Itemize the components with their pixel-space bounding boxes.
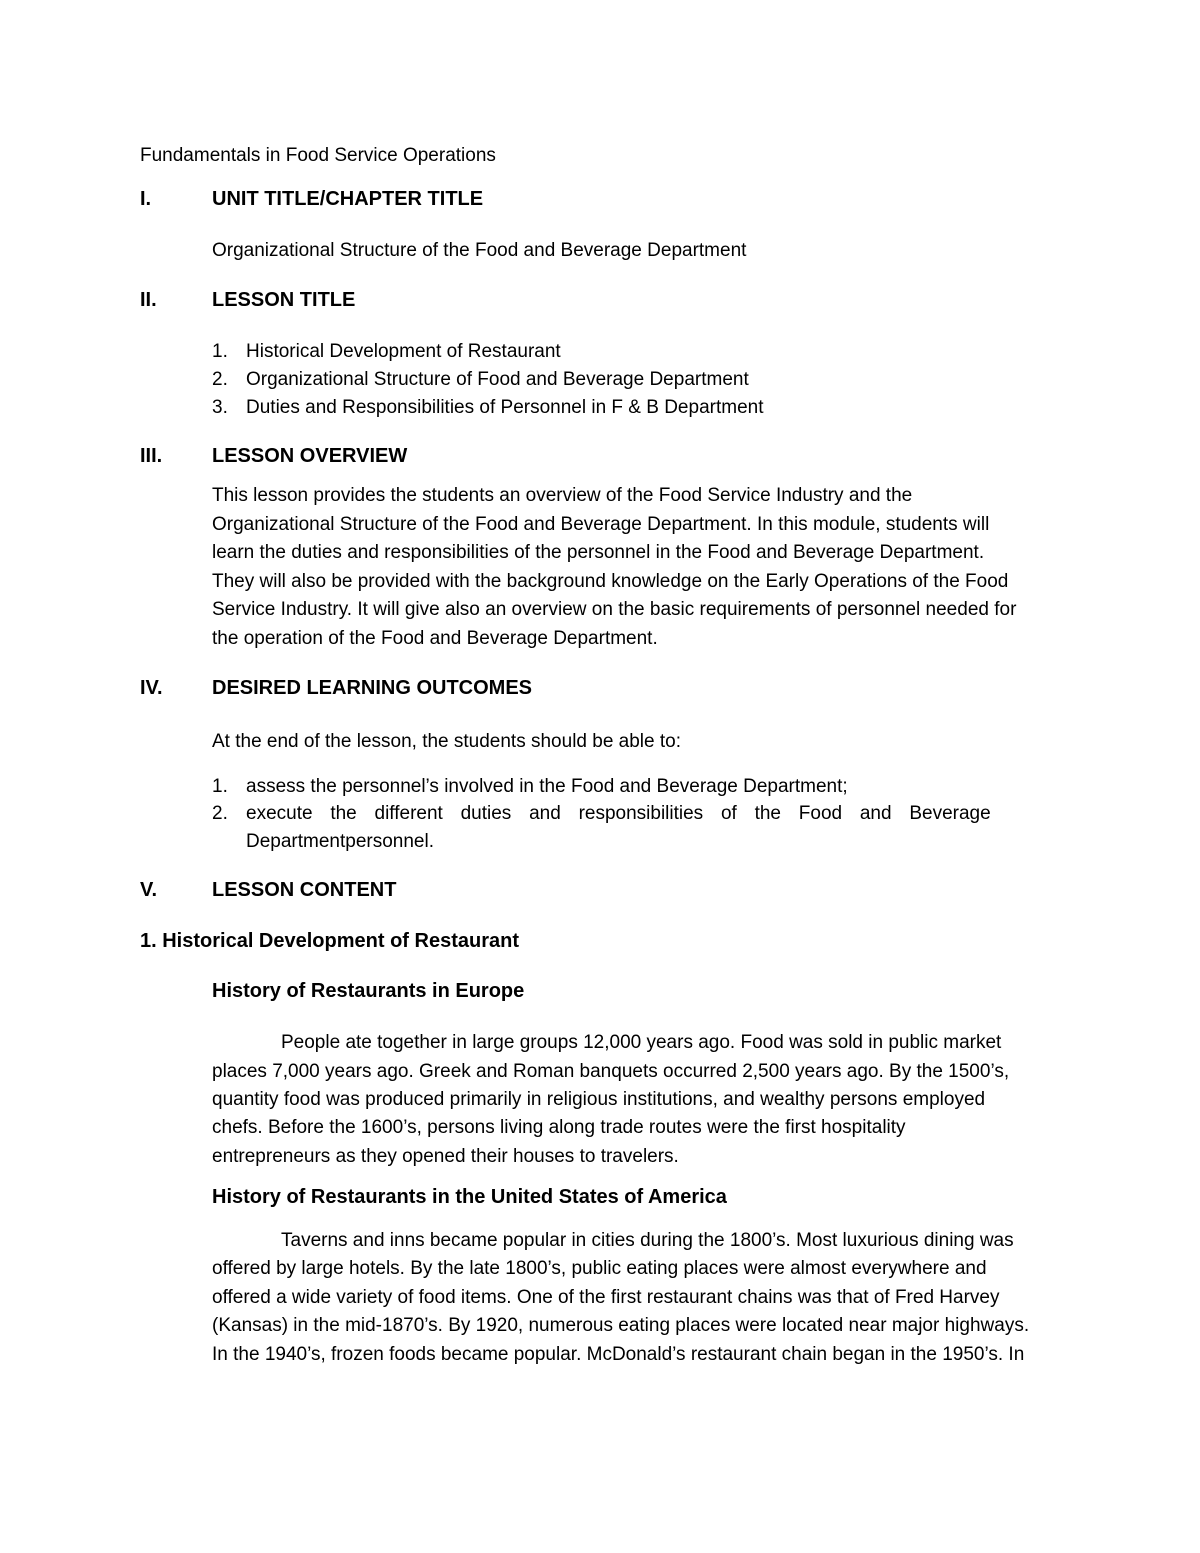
usa-line: In the 1940’s, frozen foods became popular. McDonald’s restaurant chain began in the 1950’s. In	[212, 1344, 1025, 1365]
lesson-list-number: 3.	[212, 397, 228, 418]
usa-line: offered by large hotels. By the late 1800’s, public eating places were almost everywhere and	[212, 1258, 987, 1279]
europe-line: entrepreneurs as they opened their houses to travelers.	[212, 1146, 679, 1167]
overview-line: Service Industry. It will give also an overview on the basic requirements of personnel needed for	[212, 599, 1017, 620]
overview-line: the operation of the Food and Beverage Department.	[212, 628, 658, 649]
outcome-list-number: 2.	[212, 803, 228, 824]
lesson-list-number: 1.	[212, 341, 228, 362]
lesson-list-item: Organizational Structure of Food and Beverage Department	[246, 369, 749, 390]
section-heading-content: LESSON CONTENT	[212, 879, 397, 901]
section-numeral-outcomes: IV.	[140, 677, 163, 699]
usa-heading: History of Restaurants in the United States of America	[212, 1186, 727, 1208]
section-heading-unit: UNIT TITLE/CHAPTER TITLE	[212, 188, 484, 210]
section-numeral-content: V.	[140, 879, 158, 901]
overview-line: This lesson provides the students an overview of the Food Service Industry and the	[212, 485, 913, 506]
outcome-list-item: execute the different duties and responsibilities of the Food and Beverage	[246, 803, 991, 824]
outcome-list-item-continuation: Departmentpersonnel.	[246, 831, 434, 852]
usa-line: offered a wide variety of food items. One of the first restaurant chains was that of Fred Harvey	[212, 1287, 1000, 1308]
section-heading-overview: LESSON OVERVIEW	[212, 445, 408, 467]
course-title: Fundamentals in Food Service Operations	[140, 145, 496, 166]
europe-line: quantity food was produced primarily in religious institutions, and wealthy persons employed	[212, 1089, 986, 1110]
outcome-list-number: 1.	[212, 776, 228, 797]
subsection-title: 1. Historical Development of Restaurant	[140, 930, 519, 952]
lesson-list-item: Historical Development of Restaurant	[246, 341, 561, 362]
europe-line: chefs. Before the 1600’s, persons living along trade routes were the first hospitality	[212, 1117, 906, 1138]
outcomes-intro: At the end of the lesson, the students should be able to:	[212, 731, 681, 752]
section-numeral-unit: I.	[140, 188, 152, 210]
usa-line: (Kansas) in the mid-1870’s. By 1920, numerous eating places were located near major highways.	[212, 1315, 1030, 1336]
usa-line: Taverns and inns became popular in cities during the 1800’s. Most luxurious dining was	[281, 1230, 1014, 1251]
unit-title-text: Organizational Structure of the Food and Beverage Department	[212, 240, 747, 261]
europe-line: People ate together in large groups 12,000 years ago. Food was sold in public market	[281, 1032, 1002, 1053]
section-heading-outcomes: DESIRED LEARNING OUTCOMES	[212, 677, 533, 699]
outcome-list-item: assess the personnel’s involved in the Food and Beverage Department;	[246, 776, 848, 797]
section-numeral-lesson-title: II.	[140, 289, 157, 311]
lesson-list-item: Duties and Responsibilities of Personnel in F & B Department	[246, 397, 764, 418]
section-heading-lesson-title: LESSON TITLE	[212, 289, 356, 311]
section-numeral-overview: III.	[140, 445, 163, 467]
lesson-list-number: 2.	[212, 369, 228, 390]
europe-heading: History of Restaurants in Europe	[212, 980, 525, 1002]
overview-line: They will also be provided with the background knowledge on the Early Operations of the Food	[212, 571, 1009, 592]
europe-line: places 7,000 years ago. Greek and Roman banquets occurred 2,500 years ago. By the 1500’s,	[212, 1061, 1010, 1082]
overview-line: Organizational Structure of the Food and Beverage Department. In this module, students will	[212, 514, 990, 535]
overview-line: learn the duties and responsibilities of the personnel in the Food and Beverage Department.	[212, 542, 985, 563]
